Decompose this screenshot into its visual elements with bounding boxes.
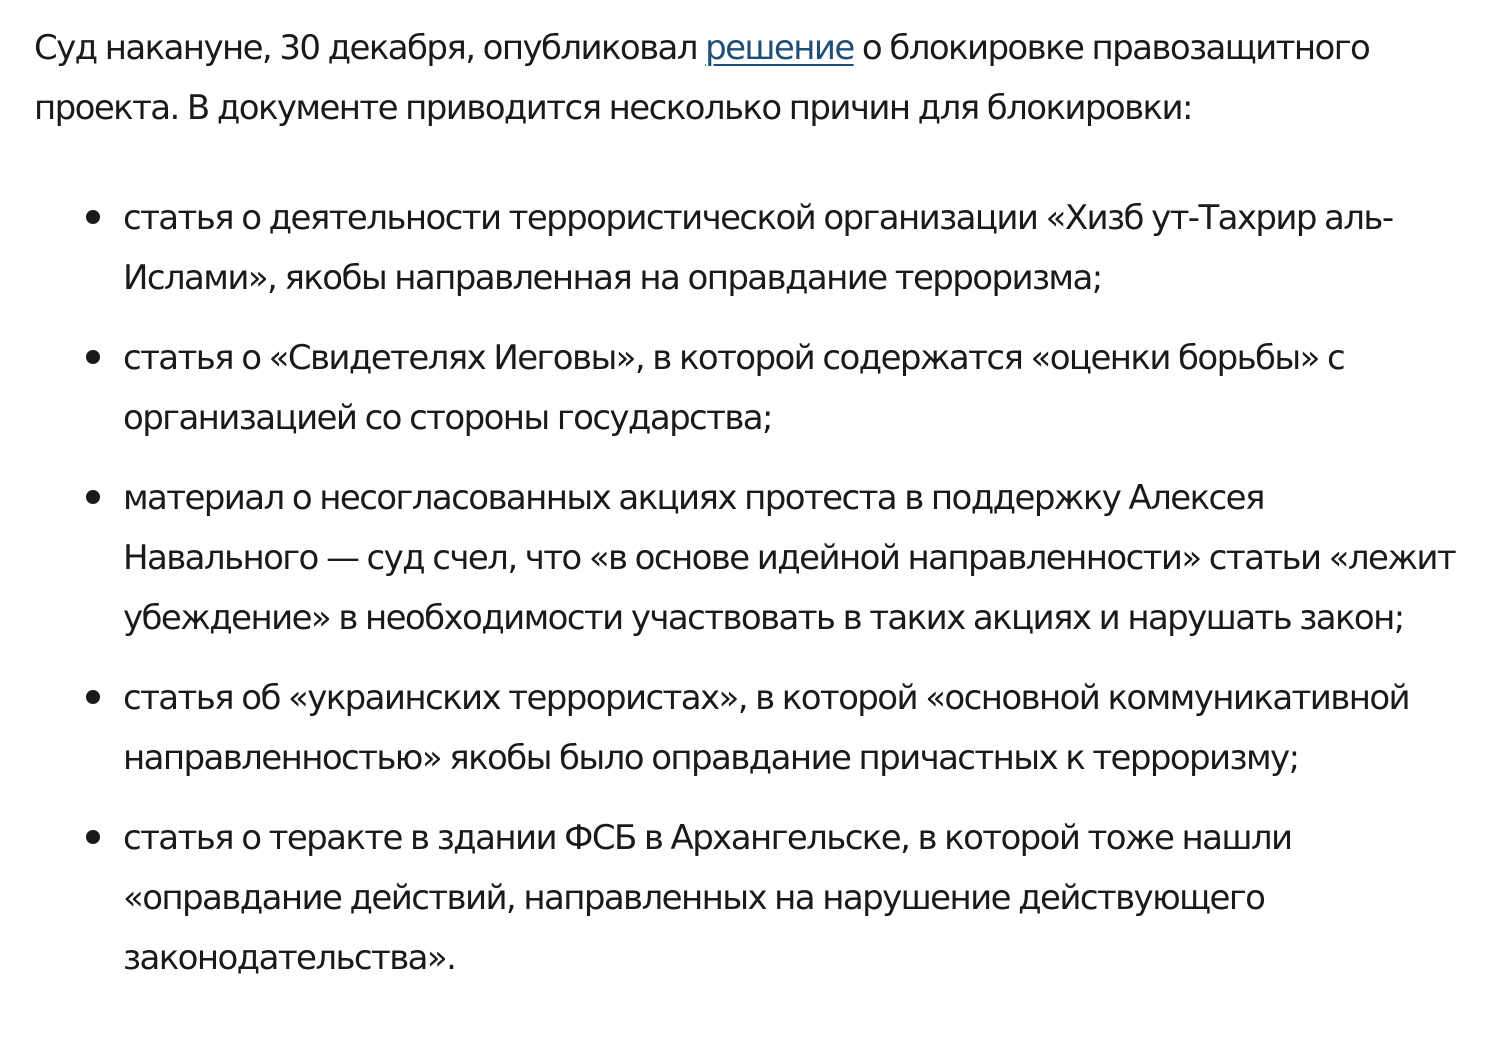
list-item-text: статья об «украинских террористах», в которой «основной коммуникативной направленностью» якобы было оправдание причастных к терроризму; <box>123 678 1410 778</box>
list-item <box>86 328 1456 448</box>
article-body <box>34 18 1464 978</box>
reasons-list <box>86 188 1456 1008</box>
decision-link[interactable]: решение <box>705 28 854 68</box>
list-item-text: статья о теракте в здании ФСБ в Архангельске, в которой тоже нашли «оправдание действий, направленных на нарушение действующего законодательства». <box>123 818 1292 978</box>
list-item <box>86 468 1456 648</box>
list-item-text: статья о деятельности террористической организации «Хизб ут-Тахрир аль-Ислами», якобы направленная на оправдание терроризма; <box>123 198 1393 298</box>
intro-text-after-link: о блокировке правозащитного проекта. В документе приводится несколько причин для блокировки: <box>34 28 1370 128</box>
list-item-text: статья о «Свидетелях Иеговы», в которой содержатся «оценки борьбы» с организацией со стороны государства; <box>123 338 1345 438</box>
list-item <box>86 808 1456 988</box>
list-item-text: материал о несогласованных акциях протеста в поддержку Алексея Навального — суд счел, что «в основе идейной направленности» статьи «лежит убеждение» в необходимости участвовать в таких акциях и нарушать закон; <box>123 478 1456 638</box>
bullet-icon <box>86 210 100 224</box>
list-item <box>86 188 1456 308</box>
intro-text-before-link: Суд накануне, 30 декабря, опубликовал <box>34 28 706 68</box>
bullet-icon <box>86 830 100 844</box>
bullet-icon <box>86 490 100 504</box>
intro-paragraph <box>34 18 1464 138</box>
bullet-icon <box>86 690 100 704</box>
list-item <box>86 668 1456 788</box>
bullet-icon <box>86 350 100 364</box>
